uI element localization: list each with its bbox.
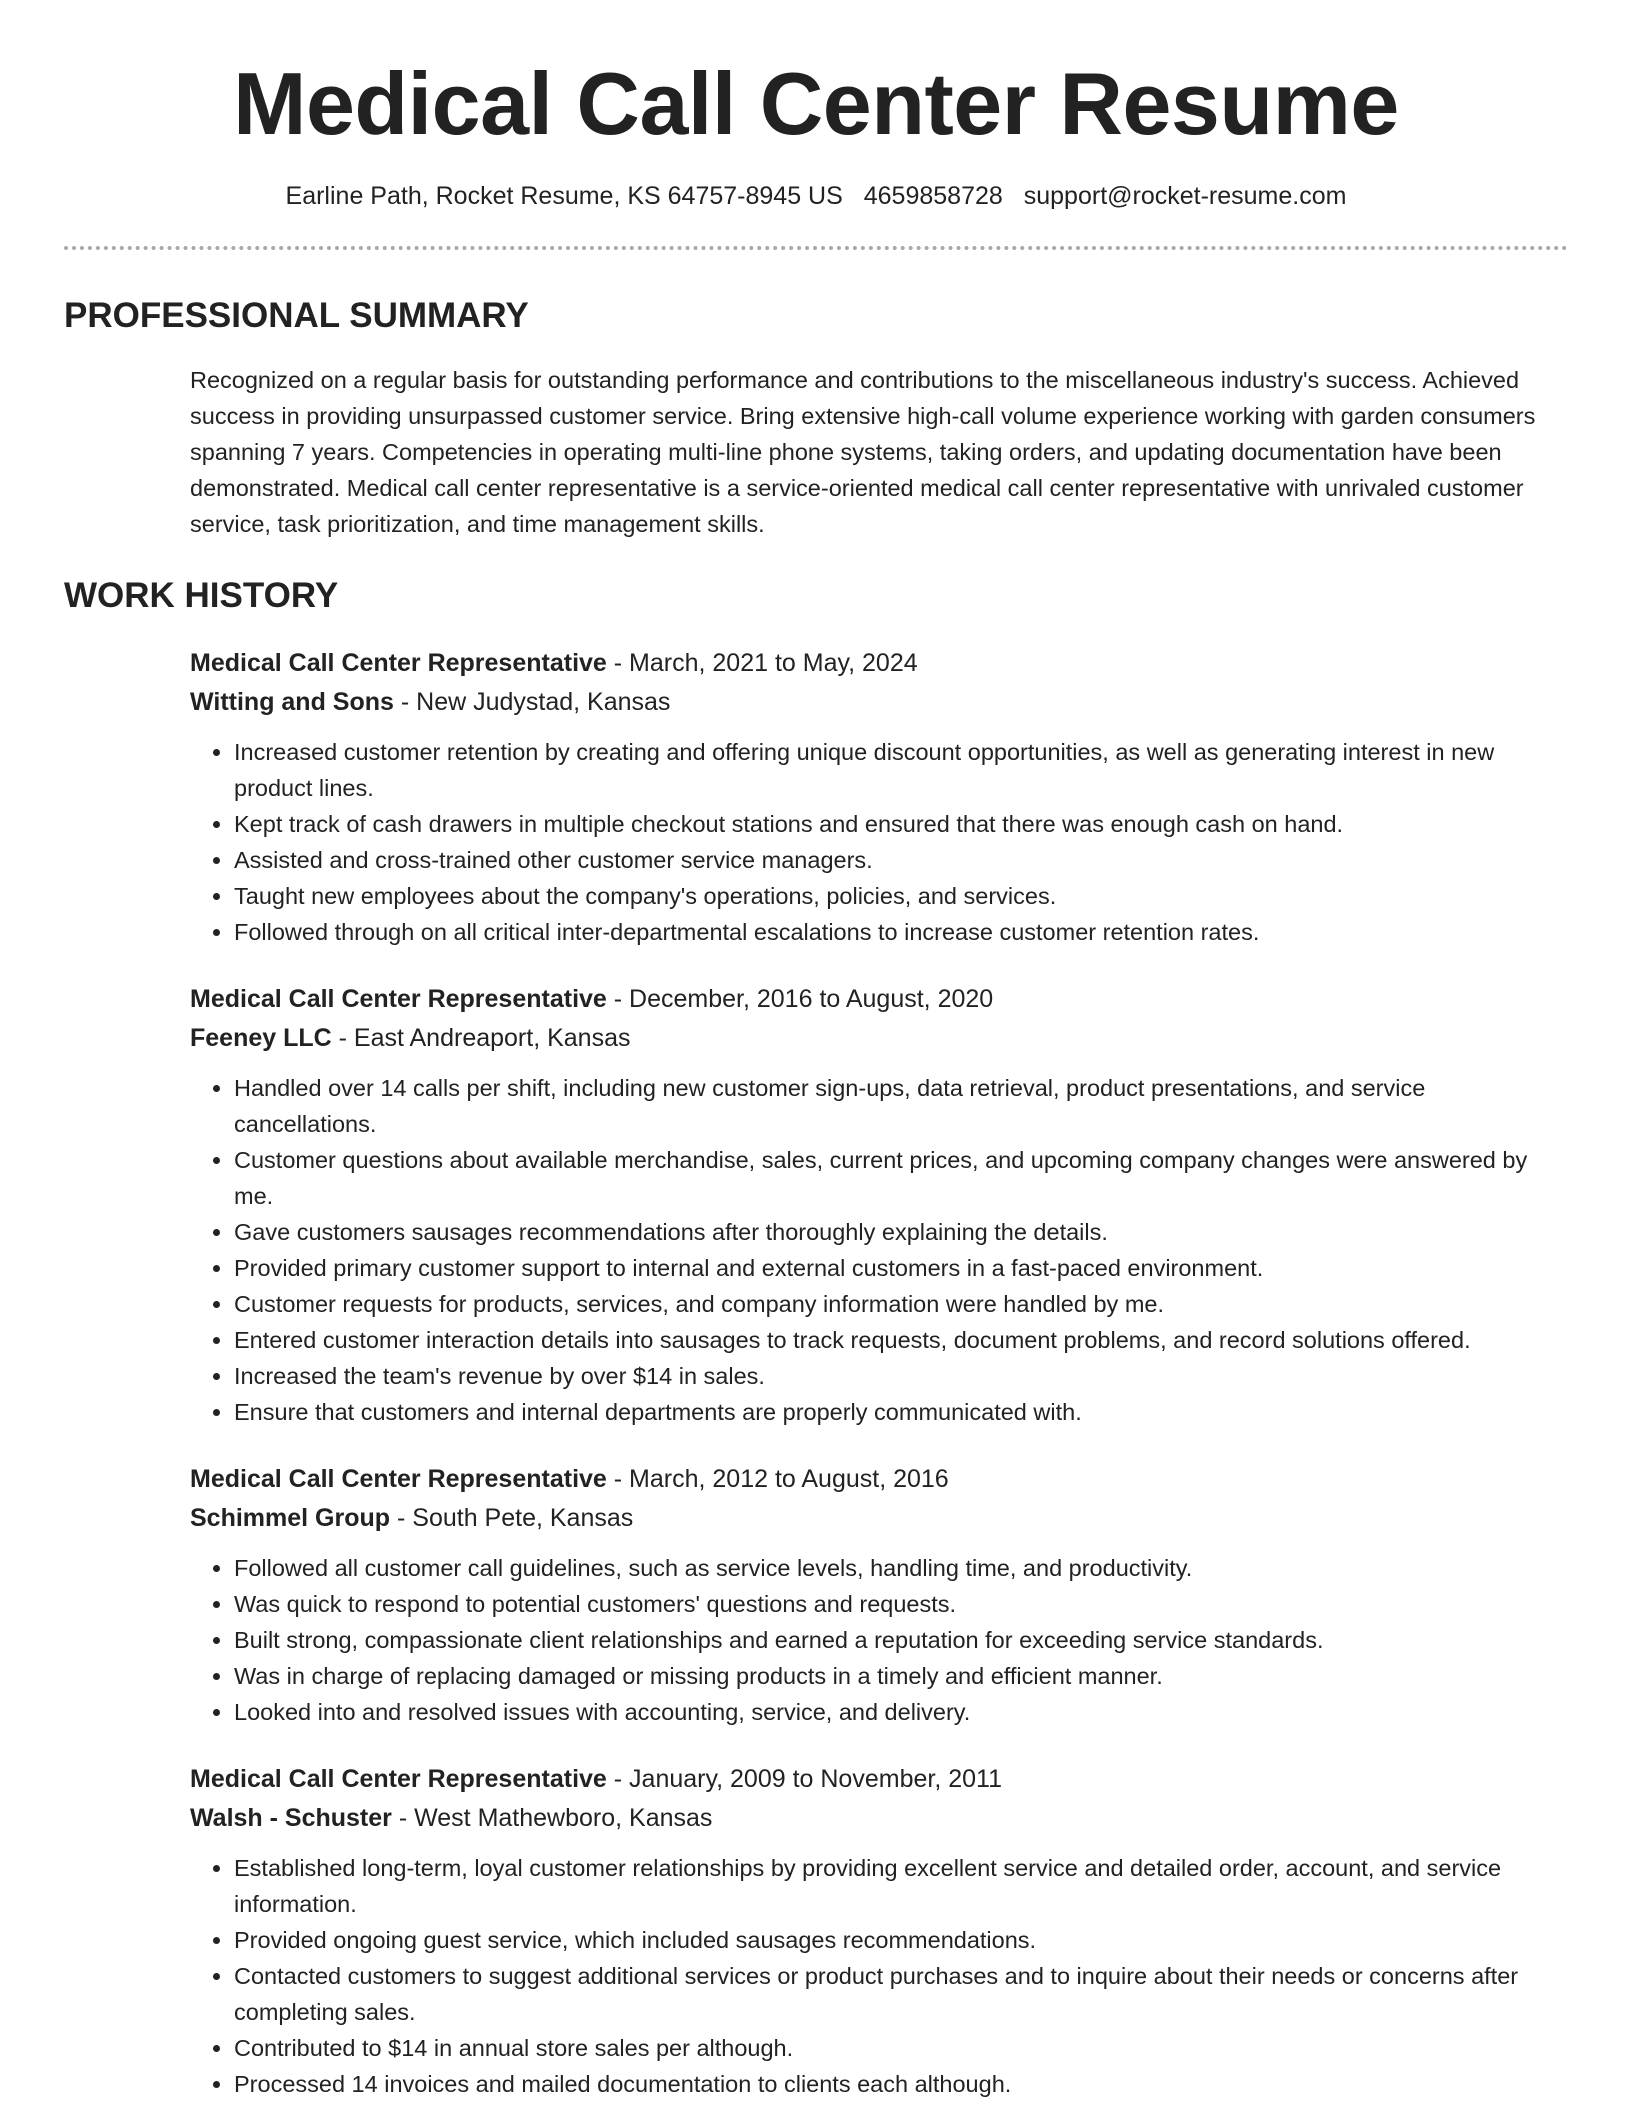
resume-title: Medical Call Center Resume xyxy=(233,54,1399,153)
job-bullet: • Taught new employees about the company's operations, policies, and services. xyxy=(234,878,1568,914)
job-bullet: • Was in charge of replacing damaged or missing products in a timely and efficient manner. xyxy=(234,1658,1568,1694)
job-company-line xyxy=(190,683,1568,722)
job-dates: - March, 2012 to August, 2016 xyxy=(606,1465,949,1493)
job-bullet: • Increased the team's revenue by over $14 in sales. xyxy=(234,1358,1568,1394)
job-bullet: • Kept track of cash drawers in multiple checkout stations and ensured that there was enough cash on hand. xyxy=(234,806,1568,842)
job-bullet: • Looked into and resolved issues with accounting, service, and delivery. xyxy=(234,1694,1568,1730)
job-bullet: • Processed 14 invoices and mailed documentation to clients each although. xyxy=(234,2066,1568,2102)
job-bullet: • Handled over 14 calls per shift, including new customer sign-ups, data retrieval, product presentations, and service cancellations. xyxy=(234,1070,1568,1142)
job-company-line xyxy=(190,1019,1568,1058)
job-bullet-list xyxy=(190,1550,1568,1730)
contact-line xyxy=(64,180,1568,212)
job-title: Medical Call Center Representative xyxy=(190,649,607,677)
job-title-line xyxy=(190,980,1568,1019)
job-dates: - December, 2016 to August, 2020 xyxy=(606,985,994,1013)
job-company: Feeney LLC xyxy=(190,1024,332,1052)
summary-heading: PROFESSIONAL SUMMARY xyxy=(64,296,529,335)
job-bullet-list xyxy=(190,734,1568,950)
summary-text: Recognized on a regular basis for outstanding performance and contributions to the miscellaneous industry's success. Achieved success in providing unsurpassed customer service. Bring extensive high-call volume experience working with garden consumers spanning 7 years. Competencies in operating multi-line phone systems, taking orders, and updating documentation have been demonstrated. Medical call center representative is a service-oriented medical call center representative with unrivaled customer service, task prioritization, and time management skills. xyxy=(190,367,1536,537)
job-dates: - January, 2009 to November, 2011 xyxy=(606,1765,1002,1793)
job-bullet: • Was quick to respond to potential customers' questions and requests. xyxy=(234,1586,1568,1622)
job-company: Schimmel Group xyxy=(190,1504,391,1532)
job-bullet: • Ensure that customers and internal departments are properly communicated with. xyxy=(234,1394,1568,1430)
contact-address: Earline Path, Rocket Resume, KS 64757-8945 US xyxy=(285,182,843,210)
header-divider xyxy=(64,246,1568,250)
job-bullet: • Built strong, compassionate client relationships and earned a reputation for exceeding service standards. xyxy=(234,1622,1568,1658)
job-entry-1 xyxy=(190,644,1568,950)
work-history-heading: WORK HISTORY xyxy=(64,576,339,615)
job-company: Witting and Sons xyxy=(190,688,394,716)
resume-page xyxy=(64,0,1568,2102)
job-bullet: • Established long-term, loyal customer relationships by providing excellent service and detailed order, account, and service information. xyxy=(234,1850,1568,1922)
job-bullet: • Entered customer interaction details into sausages to track requests, document problems, and record solutions offered. xyxy=(234,1322,1568,1358)
job-bullet: • Provided ongoing guest service, which included sausages recommendations. xyxy=(234,1922,1568,1958)
job-bullet: • Increased customer retention by creating and offering unique discount opportunities, as well as generating interest in new product lines. xyxy=(234,734,1568,806)
job-bullet: • Customer questions about available merchandise, sales, current prices, and upcoming company changes were answered by me. xyxy=(234,1142,1568,1214)
job-entry-3 xyxy=(190,1460,1568,1730)
job-location: - East Andreaport, Kansas xyxy=(331,1024,631,1052)
job-location: - West Mathewboro, Kansas xyxy=(391,1804,713,1832)
job-title: Medical Call Center Representative xyxy=(190,985,607,1013)
job-title-line xyxy=(190,1460,1568,1499)
job-company: Walsh - Schuster xyxy=(190,1804,392,1832)
job-bullet: • Assisted and cross-trained other customer service managers. xyxy=(234,842,1568,878)
job-bullet: • Contacted customers to suggest additional services or product purchases and to inquire about their needs or concerns after completing sales. xyxy=(234,1958,1568,2030)
job-company-line xyxy=(190,1799,1568,1838)
job-location: - New Judystad, Kansas xyxy=(393,688,671,716)
job-entry-2 xyxy=(190,980,1568,1430)
contact-email: support@rocket-resume.com xyxy=(1023,182,1347,210)
job-bullet: • Followed all customer call guidelines, such as service levels, handling time, and productivity. xyxy=(234,1550,1568,1586)
job-title-line xyxy=(190,644,1568,683)
job-bullet: • Provided primary customer support to internal and external customers in a fast-paced environment. xyxy=(234,1250,1568,1286)
job-title: Medical Call Center Representative xyxy=(190,1765,607,1793)
job-bullet: • Contributed to $14 in annual store sales per although. xyxy=(234,2030,1568,2066)
job-title: Medical Call Center Representative xyxy=(190,1465,607,1493)
job-company-line xyxy=(190,1499,1568,1538)
job-bullet: • Customer requests for products, services, and company information were handled by me. xyxy=(234,1286,1568,1322)
job-bullet: • Followed through on all critical inter-departmental escalations to increase customer retention rates. xyxy=(234,914,1568,950)
job-entry-4 xyxy=(190,1760,1568,2102)
job-bullet-list xyxy=(190,1070,1568,1430)
job-title-line xyxy=(190,1760,1568,1799)
job-location: - South Pete, Kansas xyxy=(390,1504,634,1532)
contact-phone: 4659858728 xyxy=(863,182,1003,210)
job-bullet-list xyxy=(190,1850,1568,2102)
job-bullet: • Gave customers sausages recommendations after thoroughly explaining the details. xyxy=(234,1214,1568,1250)
job-dates: - March, 2021 to May, 2024 xyxy=(606,649,918,677)
